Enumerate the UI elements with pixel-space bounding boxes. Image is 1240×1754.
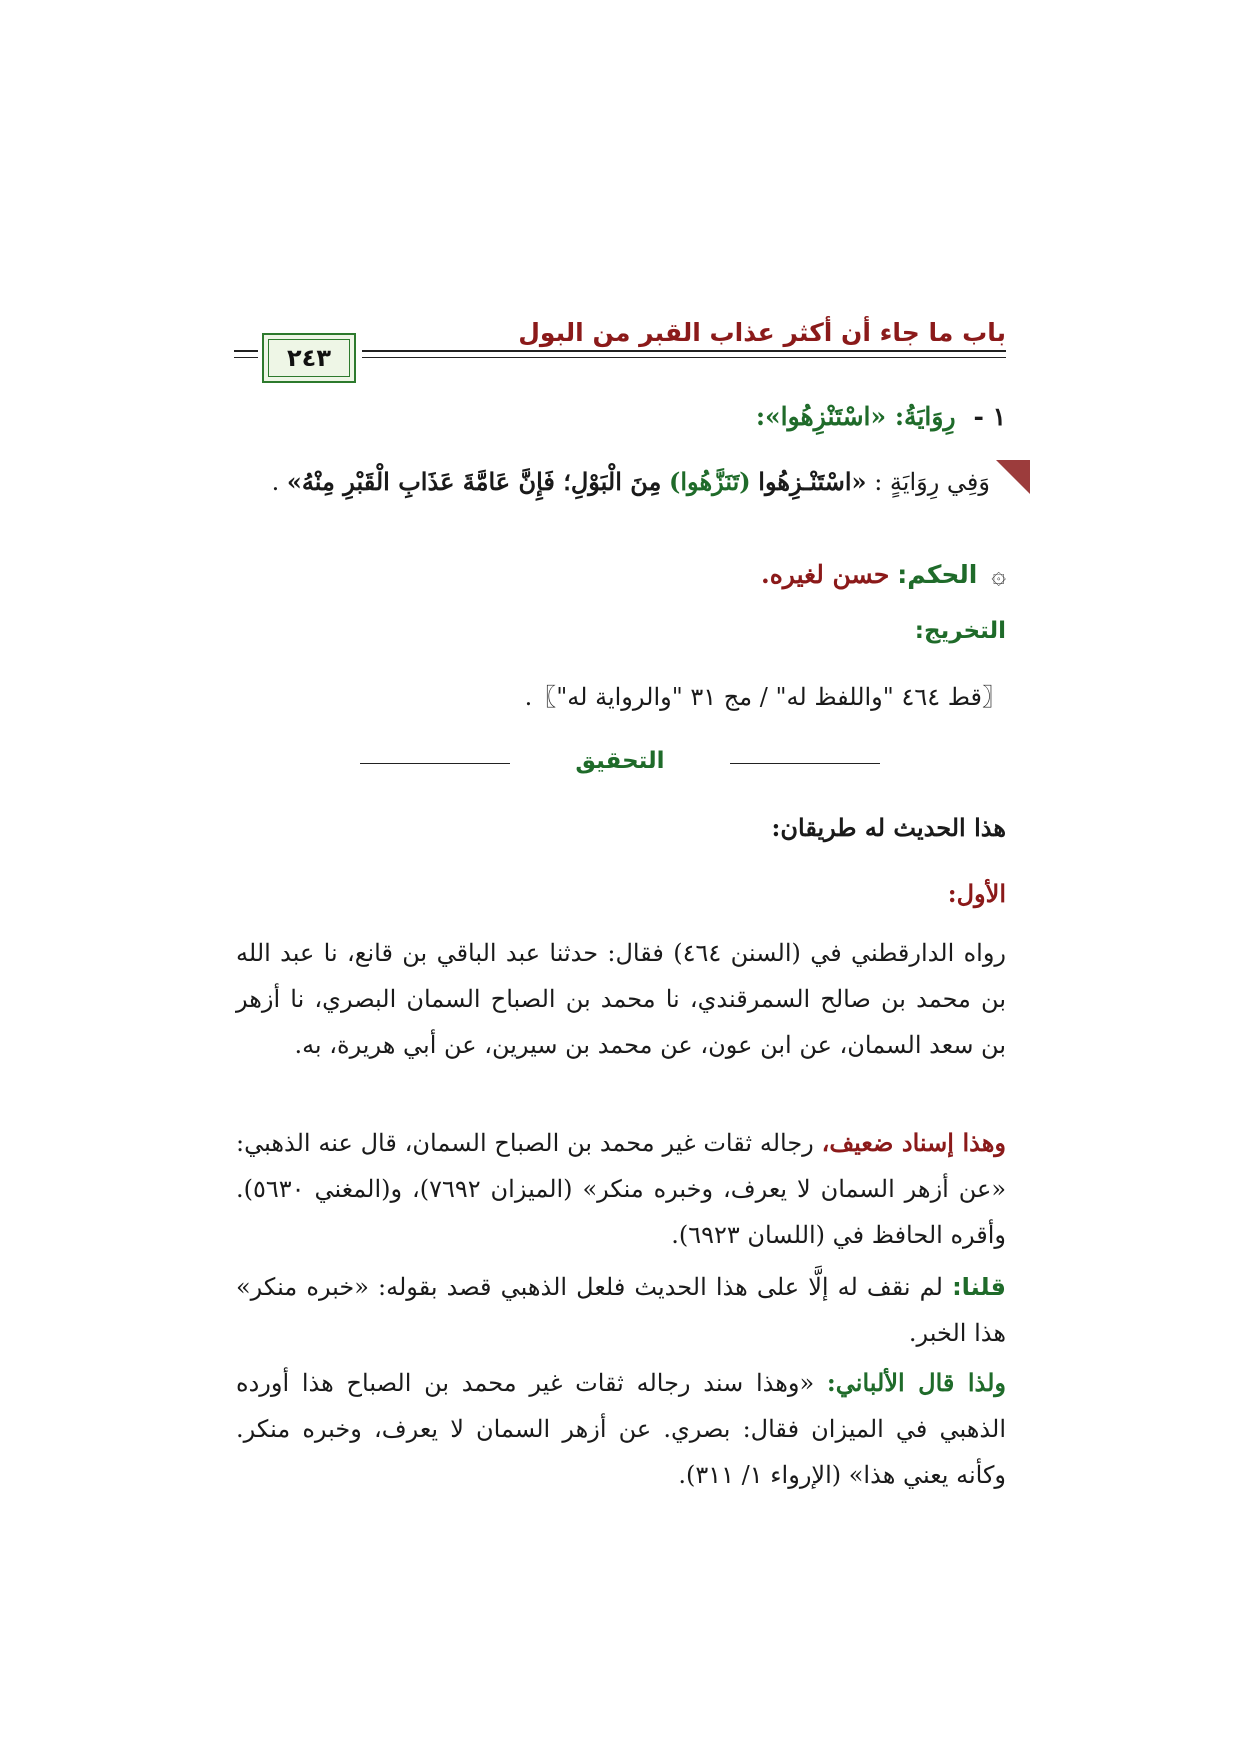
takhrij-text: 〖قط ٤٦٤ "واللفظ له" / مج ٣١ "والرواية له"〗. (524, 683, 1006, 711)
header-rule-right-thin (362, 357, 1006, 358)
hukm-line (761, 562, 1006, 587)
routes-intro: هذا الحديث له طريقان: (771, 813, 1006, 842)
riwaya-line (271, 467, 990, 496)
paragraph-3-lead: قلنا: (952, 1273, 1006, 1301)
paragraph-3 (236, 1264, 1006, 1356)
chapter-header-title: باب ما جاء أن أكثر عذاب القبر من البول (518, 318, 1006, 347)
paragraph-1: رواه الدارقطني في (السنن ٤٦٤) فقال: حدثنا عبد الباقي بن قانع، نا عبد الله بن محمد بن صالح السمرقندي، نا محمد بن الصباح السمان البصري، نا أزهر بن سعد السمان، عن ابن عون، عن محمد بن سيرين، عن أبي هريرة، به. (236, 939, 1007, 1059)
paragraph-4 (236, 1360, 1006, 1498)
paragraph-4-text: «وهذا سند رجاله ثقات غير محمد بن الصباح هذا أورده الذهبي في الميزان فقال: بصري. عن أزهر السمان لا يعرف، وخبره منكر. وكأنه يعني هذا» (الإرواء ١/ ٣١١). (236, 1369, 1006, 1489)
header-rule-right (362, 350, 1006, 352)
page-number: ٢٤٣ (287, 344, 331, 372)
hukm-label: الحكم: (897, 560, 978, 589)
takhrij-label: التخريج: (914, 618, 1006, 644)
paragraph-2 (236, 1120, 1006, 1258)
riwaya-intro: وَفِي رِوَايَةٍ : (874, 468, 990, 496)
paragraph-2-text: رجاله ثقات غير محمد بن الصباح السمان، قال عنه الذهبي: «عن أزهر السمان لا يعرف، وخبره منكر» (الميزان ٧٦٩٢)، و(المغني ٥٦٣٠). وأقره الحافظ في (اللسان ٦٩٢٣). (236, 1129, 1007, 1249)
riwaya-end: . (271, 468, 280, 496)
divider-label: التحقيق (575, 748, 665, 774)
riwaya-text-b: مِنَ الْبَوْلِ؛ فَإِنَّ عَامَّةَ عَذَابِ الْقَبْرِ مِنْهُ» (286, 467, 662, 496)
tahqiq-divider (360, 748, 880, 776)
riwaya-text-a: «اسْتَنْـزِهُوا (758, 467, 867, 496)
hukm-value: حسن لغيره. (761, 560, 890, 589)
paragraph-3-text: لم نقف له إلَّا على هذا الحديث فلعل الذهبي قصد بقوله: «خبره منكر» هذا الخبر. (236, 1273, 1006, 1347)
header-rule-left (234, 350, 258, 352)
ornament-icon: ۞ (991, 560, 1006, 589)
riwaya-variant: (تَنَزَّهُوا) (669, 467, 751, 496)
section-heading (756, 404, 1006, 429)
section-number: ١ - (973, 402, 1006, 431)
header-rule-left-thin (234, 357, 258, 358)
corner-ornament (996, 460, 1030, 494)
page-number-badge (262, 333, 356, 383)
first-route-label: الأول: (947, 879, 1006, 908)
paragraph-4-lead: ولذا قال الألباني: (826, 1368, 1006, 1397)
paragraph-2-lead: وهذا إسناد ضعيف، (821, 1128, 1006, 1157)
section-title: رِوَايَةُ: «اسْتَنْزِهُوا»: (755, 402, 956, 431)
